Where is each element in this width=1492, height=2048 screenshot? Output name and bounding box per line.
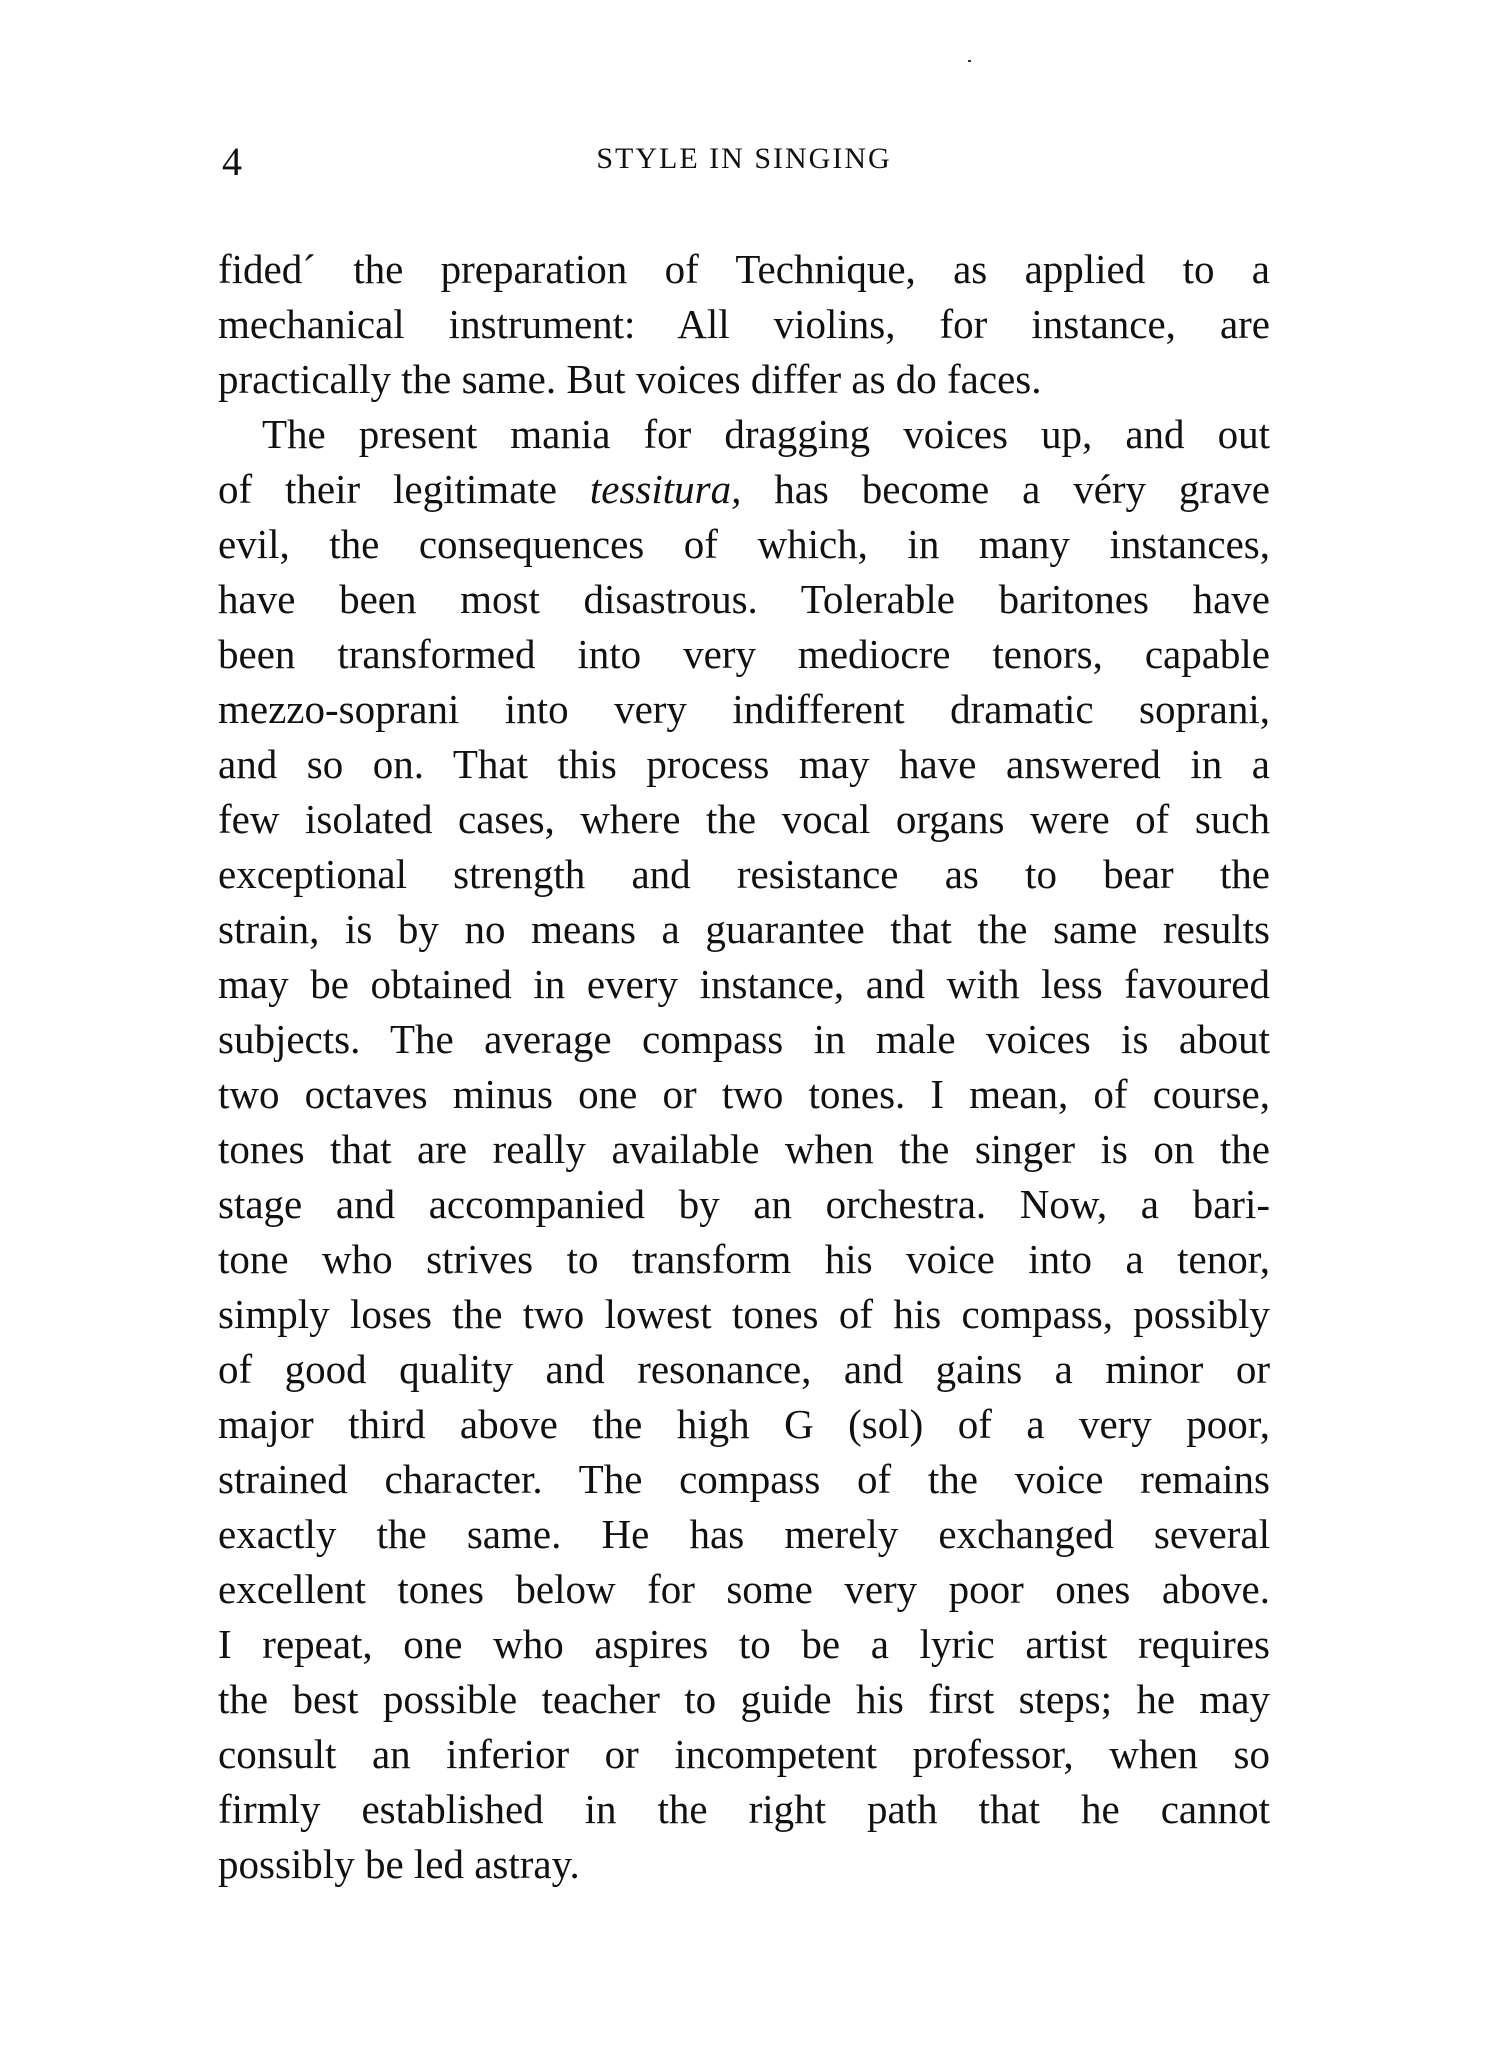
text-line: consult an inferior or incompetent professor, when so xyxy=(218,1731,1270,1777)
text-line xyxy=(218,462,1270,517)
text-line: of good quality and resonance, and gains a minor or xyxy=(218,1346,1270,1392)
text-line: simply loses the two lowest tones of his compass, possibly xyxy=(218,1291,1270,1337)
text-line: may be obtained in every instance, and with less favoured xyxy=(218,961,1270,1007)
text-line: two octaves minus one or two tones. I mean, of course, xyxy=(218,1071,1270,1117)
text-line: practically the same. But voices differ as do faces. xyxy=(218,356,1042,402)
scan-speck xyxy=(968,60,971,62)
text-run: has become a véry grave xyxy=(741,466,1270,512)
text-line: tone who strives to transform his voice into a tenor, xyxy=(218,1236,1270,1282)
text-line: exceptional strength and resistance as to bear the xyxy=(218,851,1270,897)
text-line: firmly established in the right path that he cannot xyxy=(218,1786,1270,1832)
text-line: and so on. That this process may have answered in a xyxy=(218,741,1270,787)
page-number: 4 xyxy=(222,139,242,184)
text-line: strained character. The compass of the voice remains xyxy=(218,1456,1270,1502)
text-line: the best possible teacher to guide his first steps; he may xyxy=(218,1676,1270,1722)
text-line: fided´ the preparation of Technique, as applied to a xyxy=(218,246,1270,292)
text-line: mezzo-soprani into very indifferent dramatic soprani, xyxy=(218,686,1270,732)
text-line: subjects. The average compass in male voices is about xyxy=(218,1016,1270,1062)
text-run: of their legitimate xyxy=(218,466,590,512)
text-line: few isolated cases, where the vocal organs were of such xyxy=(218,796,1270,842)
text-line: exactly the same. He has merely exchanged several xyxy=(218,1511,1270,1557)
text-line: excellent tones below for some very poor ones above. xyxy=(218,1566,1270,1612)
text-line: The present mania for dragging voices up, and out xyxy=(262,411,1270,457)
text-line: possibly be led astray. xyxy=(218,1841,580,1887)
text-line: major third above the high G (sol) of a very poor, xyxy=(218,1401,1270,1447)
text-line: have been most disastrous. Tolerable baritones have xyxy=(218,576,1270,622)
italic-term: tessitura, xyxy=(589,466,742,512)
text-line: stage and accompanied by an orchestra. Now, a bari- xyxy=(218,1181,1270,1227)
text-line: evil, the consequences of which, in many instances, xyxy=(218,521,1270,567)
text-line: strain, is by no means a guarantee that the same results xyxy=(218,906,1270,952)
text-line: I repeat, one who aspires to be a lyric artist requires xyxy=(218,1621,1270,1667)
running-title: STYLE IN SINGING xyxy=(596,142,892,175)
text-line: tones that are really available when the singer is on the xyxy=(218,1126,1270,1172)
page-header xyxy=(218,138,1270,188)
text-line: mechanical instrument: All violins, for instance, are xyxy=(218,301,1270,347)
body-text xyxy=(218,242,1270,1892)
text-line: been transformed into very mediocre tenors, capable xyxy=(218,631,1270,677)
